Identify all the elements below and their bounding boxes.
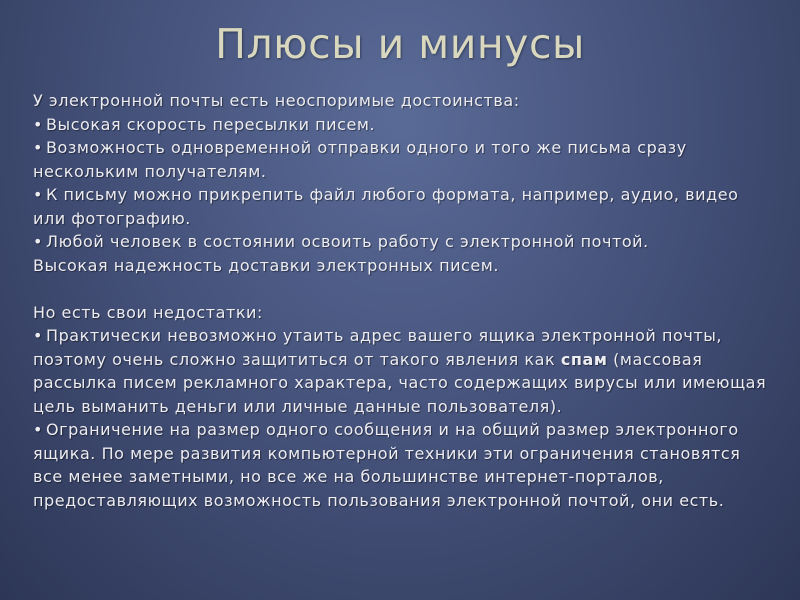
pros-intro: У электронной почты есть неоспоримые достоинства: <box>33 91 520 110</box>
pros-item <box>33 136 773 183</box>
slide-title: Плюсы и минусы <box>215 20 585 68</box>
bullet-icon: • <box>33 185 43 204</box>
pros-item-text: Высокая скорость пересылки писем. <box>46 114 376 134</box>
cons-item-text: Ограничение на размер одного сообщения и на общий размер электронного ящика. По мере развития компьютерной техники эти ограничения становятся все менее заметными, но все же на большинстве интернет-порталов, предоставляющих возможность пользования электронной почтой, они есть. <box>33 420 741 510</box>
pros-item-text: Любой человек в состоянии освоить работу с электронной почтой. <box>46 232 649 251</box>
bullet-icon: • <box>33 232 43 251</box>
cons-item <box>33 418 773 512</box>
pros-item <box>33 230 773 254</box>
pros-item <box>33 183 773 230</box>
spam-term: спам <box>560 349 608 369</box>
cons-item-text: (массовая рассылка писем рекламного характера, часто содержащих вирусы или имеющая цель выманить деньги или личные данные пользователя). <box>33 349 767 416</box>
pros-item <box>33 113 773 137</box>
paragraph-gap <box>33 277 773 301</box>
cons-item-text: Практически невозможно утаить адрес вашего ящика электронной почты, поэтому очень сложно защититься от такого явления как <box>33 326 723 369</box>
pros-item-text: Возможность одновременной отправки одного и того же письма сразу нескольким получателям. <box>33 138 687 181</box>
bullet-icon: • <box>33 114 43 134</box>
bullet-icon: • <box>33 326 43 345</box>
bullet-icon: • <box>33 420 43 439</box>
bullet-icon: • <box>33 138 43 157</box>
cons-item <box>33 324 773 418</box>
pros-tail: Высокая надежность доставки электронных писем. <box>33 255 500 275</box>
cons-intro: Но есть свои недостатки: <box>33 302 263 322</box>
pros-item-text: К письму можно прикрепить файл любого формата, например, аудио, видео или фотографию. <box>33 185 739 228</box>
slide-body <box>33 89 773 512</box>
